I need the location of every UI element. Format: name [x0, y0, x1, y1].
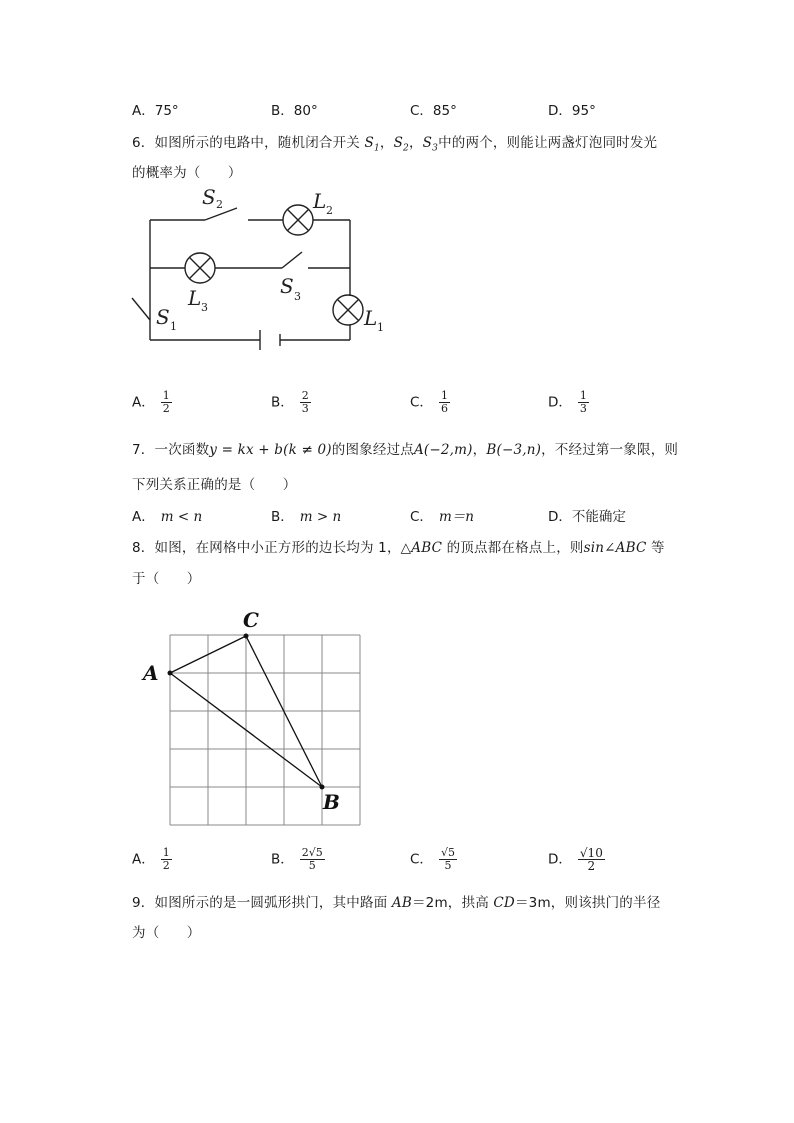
q7-option-a-prefix: A． [132, 509, 155, 525]
vertex-c [244, 634, 249, 639]
q8-option-c[interactable] [410, 847, 457, 872]
q6-option-d[interactable] [548, 390, 589, 415]
q7-text-b: 的图象经过点 [331, 442, 414, 458]
q6-option-b-prefix: B． [271, 394, 294, 411]
q7-stem-line2: 下列关系正确的是（ ） [132, 477, 297, 493]
label-b: B [323, 790, 340, 814]
label-l1-sub: 1 [377, 321, 384, 334]
vertex-a [168, 671, 173, 676]
q7-separator: ， [472, 442, 487, 458]
numerator: 1 [579, 389, 587, 402]
label-l3-sub: 3 [201, 301, 208, 314]
q6-option-a[interactable] [132, 390, 172, 415]
numerator: √5 [440, 846, 455, 859]
q5-option-b[interactable]: B．80° [271, 103, 318, 119]
q6-s3-sub: 3 [432, 143, 439, 154]
q8-option-a-prefix: A． [132, 851, 155, 868]
label-s1-sub: 1 [170, 320, 177, 333]
q8-grid-diagram [135, 600, 375, 830]
q9-cd: CD [493, 895, 515, 911]
numerator: 1 [162, 846, 170, 859]
q6-option-b[interactable] [271, 390, 311, 415]
q8-option-d-fraction [578, 847, 605, 872]
q7-option-d-expr: 不能确定 [571, 509, 626, 525]
q8-stem-line2: 于（ ） [132, 571, 201, 587]
denominator: 5 [444, 859, 452, 872]
q6-s2: S [393, 135, 404, 151]
q6-s1: S [364, 135, 374, 151]
q6-option-d-fraction [578, 390, 589, 415]
q8-stem-line1 [132, 536, 665, 556]
numerator: 1 [440, 389, 448, 402]
q8-option-b-prefix: B． [271, 851, 294, 868]
label-s2: S [202, 185, 216, 209]
numerator: 2√5 [301, 846, 323, 859]
q6-option-a-fraction [161, 390, 172, 415]
q7-point-b: B(−3,n) [486, 442, 542, 458]
denominator: 2 [162, 859, 170, 872]
q6-option-c[interactable] [410, 390, 450, 415]
q8-option-d[interactable] [548, 847, 605, 872]
q8-text-b: 的顶点都在格点上，则 [442, 540, 584, 556]
q5-option-c[interactable]: C．85° [410, 103, 457, 119]
q9-stem-line1 [132, 891, 660, 911]
q7-option-c-prefix: C． [410, 509, 433, 525]
label-l3: L [188, 286, 202, 310]
q8-option-a-fraction [161, 847, 172, 872]
q8-option-b[interactable] [271, 847, 325, 872]
q9-text-c: ＝3m，则该拱门的半径 [514, 895, 661, 911]
q8-option-c-fraction [439, 847, 457, 872]
q7-option-d-prefix: D． [548, 509, 572, 525]
label-s1: S [156, 305, 170, 329]
label-s3: S [280, 274, 294, 298]
q8-option-a[interactable] [132, 847, 172, 872]
vertex-b [320, 785, 325, 790]
q7-option-a[interactable] [132, 505, 202, 525]
q6-option-a-prefix: A． [132, 394, 155, 411]
denominator: 2 [162, 402, 170, 415]
denominator: 3 [301, 402, 309, 415]
q6-stem-line2: 的概率为（ ） [132, 165, 242, 181]
q7-condition: (k ≠ 0) [283, 442, 332, 458]
label-l2: L [313, 189, 327, 213]
q6-option-b-fraction [300, 390, 311, 415]
numerator: 2 [301, 389, 309, 402]
q7-option-c-expr: m＝n [438, 509, 474, 525]
q6-stem-line1 [132, 131, 657, 154]
q7-point-a: A(−2,m) [413, 442, 473, 458]
q5-option-d[interactable]: D．95° [548, 103, 596, 119]
q6-option-d-prefix: D． [548, 394, 572, 411]
q9-stem-line2: 为（ ） [132, 925, 201, 941]
q7-stem-line1 [132, 438, 678, 458]
q7-option-d[interactable] [548, 505, 626, 525]
q8-triangle: △ABC [400, 540, 443, 556]
q8-sin-expression: sin∠ABC [583, 540, 647, 556]
q6-s2-sub: 2 [403, 143, 409, 154]
denominator: 3 [579, 402, 587, 415]
q8-option-c-prefix: C． [410, 851, 433, 868]
q9-ab: AB [391, 895, 412, 911]
q6-text-a: 6．如图所示的电路中，随机闭合开关 [132, 135, 365, 151]
q7-option-a-expr: m < n [160, 509, 203, 525]
numerator: 1 [162, 389, 170, 402]
q8-option-b-fraction [300, 847, 325, 872]
q6-option-c-prefix: C． [410, 394, 433, 411]
label-l2-sub: 2 [326, 204, 333, 217]
q7-text-a: 7．一次函数 [132, 442, 210, 458]
label-s3-sub: 3 [294, 290, 301, 303]
denominator: 6 [440, 402, 448, 415]
q8-option-d-prefix: D． [548, 851, 572, 868]
switch-s3-blade [282, 252, 302, 268]
numerator: √10 [579, 846, 603, 860]
q7-option-b-expr: m > n [299, 509, 342, 525]
q9-text-a: 9．如图所示的是一圆弧形拱门，其中路面 [132, 895, 392, 911]
q6-s1-sub: 1 [373, 143, 380, 154]
q9-text-b: ＝2m，拱高 [411, 895, 494, 911]
q7-option-c[interactable] [410, 505, 474, 525]
label-l1: L [364, 306, 378, 330]
q6-option-c-fraction [439, 390, 450, 415]
q8-text-c: 等 [646, 540, 665, 556]
label-c: C [243, 608, 259, 632]
q6-text-b: 中的两个，则能让两盏灯泡同时发光 [438, 135, 658, 151]
q8-text-a: 8．如图，在网格中小正方形的边长均为 1， [132, 540, 401, 556]
q6-comma2: ， [408, 135, 423, 151]
switch-s1-blade [132, 298, 150, 320]
q6-comma: ， [379, 135, 394, 151]
q7-function: y = kx + b [209, 442, 284, 458]
q7-option-b-prefix: B． [271, 509, 294, 525]
denominator: 5 [308, 859, 316, 872]
q7-text-c: ，不经过第一象限，则 [541, 442, 679, 458]
label-a: A [143, 661, 159, 685]
q6-circuit-diagram [120, 180, 400, 350]
q6-s3: S [422, 135, 433, 151]
label-s2-sub: 2 [216, 198, 223, 211]
denominator: 2 [587, 859, 596, 873]
q5-option-a[interactable]: A．75° [132, 103, 179, 119]
q7-option-b[interactable] [271, 505, 341, 525]
